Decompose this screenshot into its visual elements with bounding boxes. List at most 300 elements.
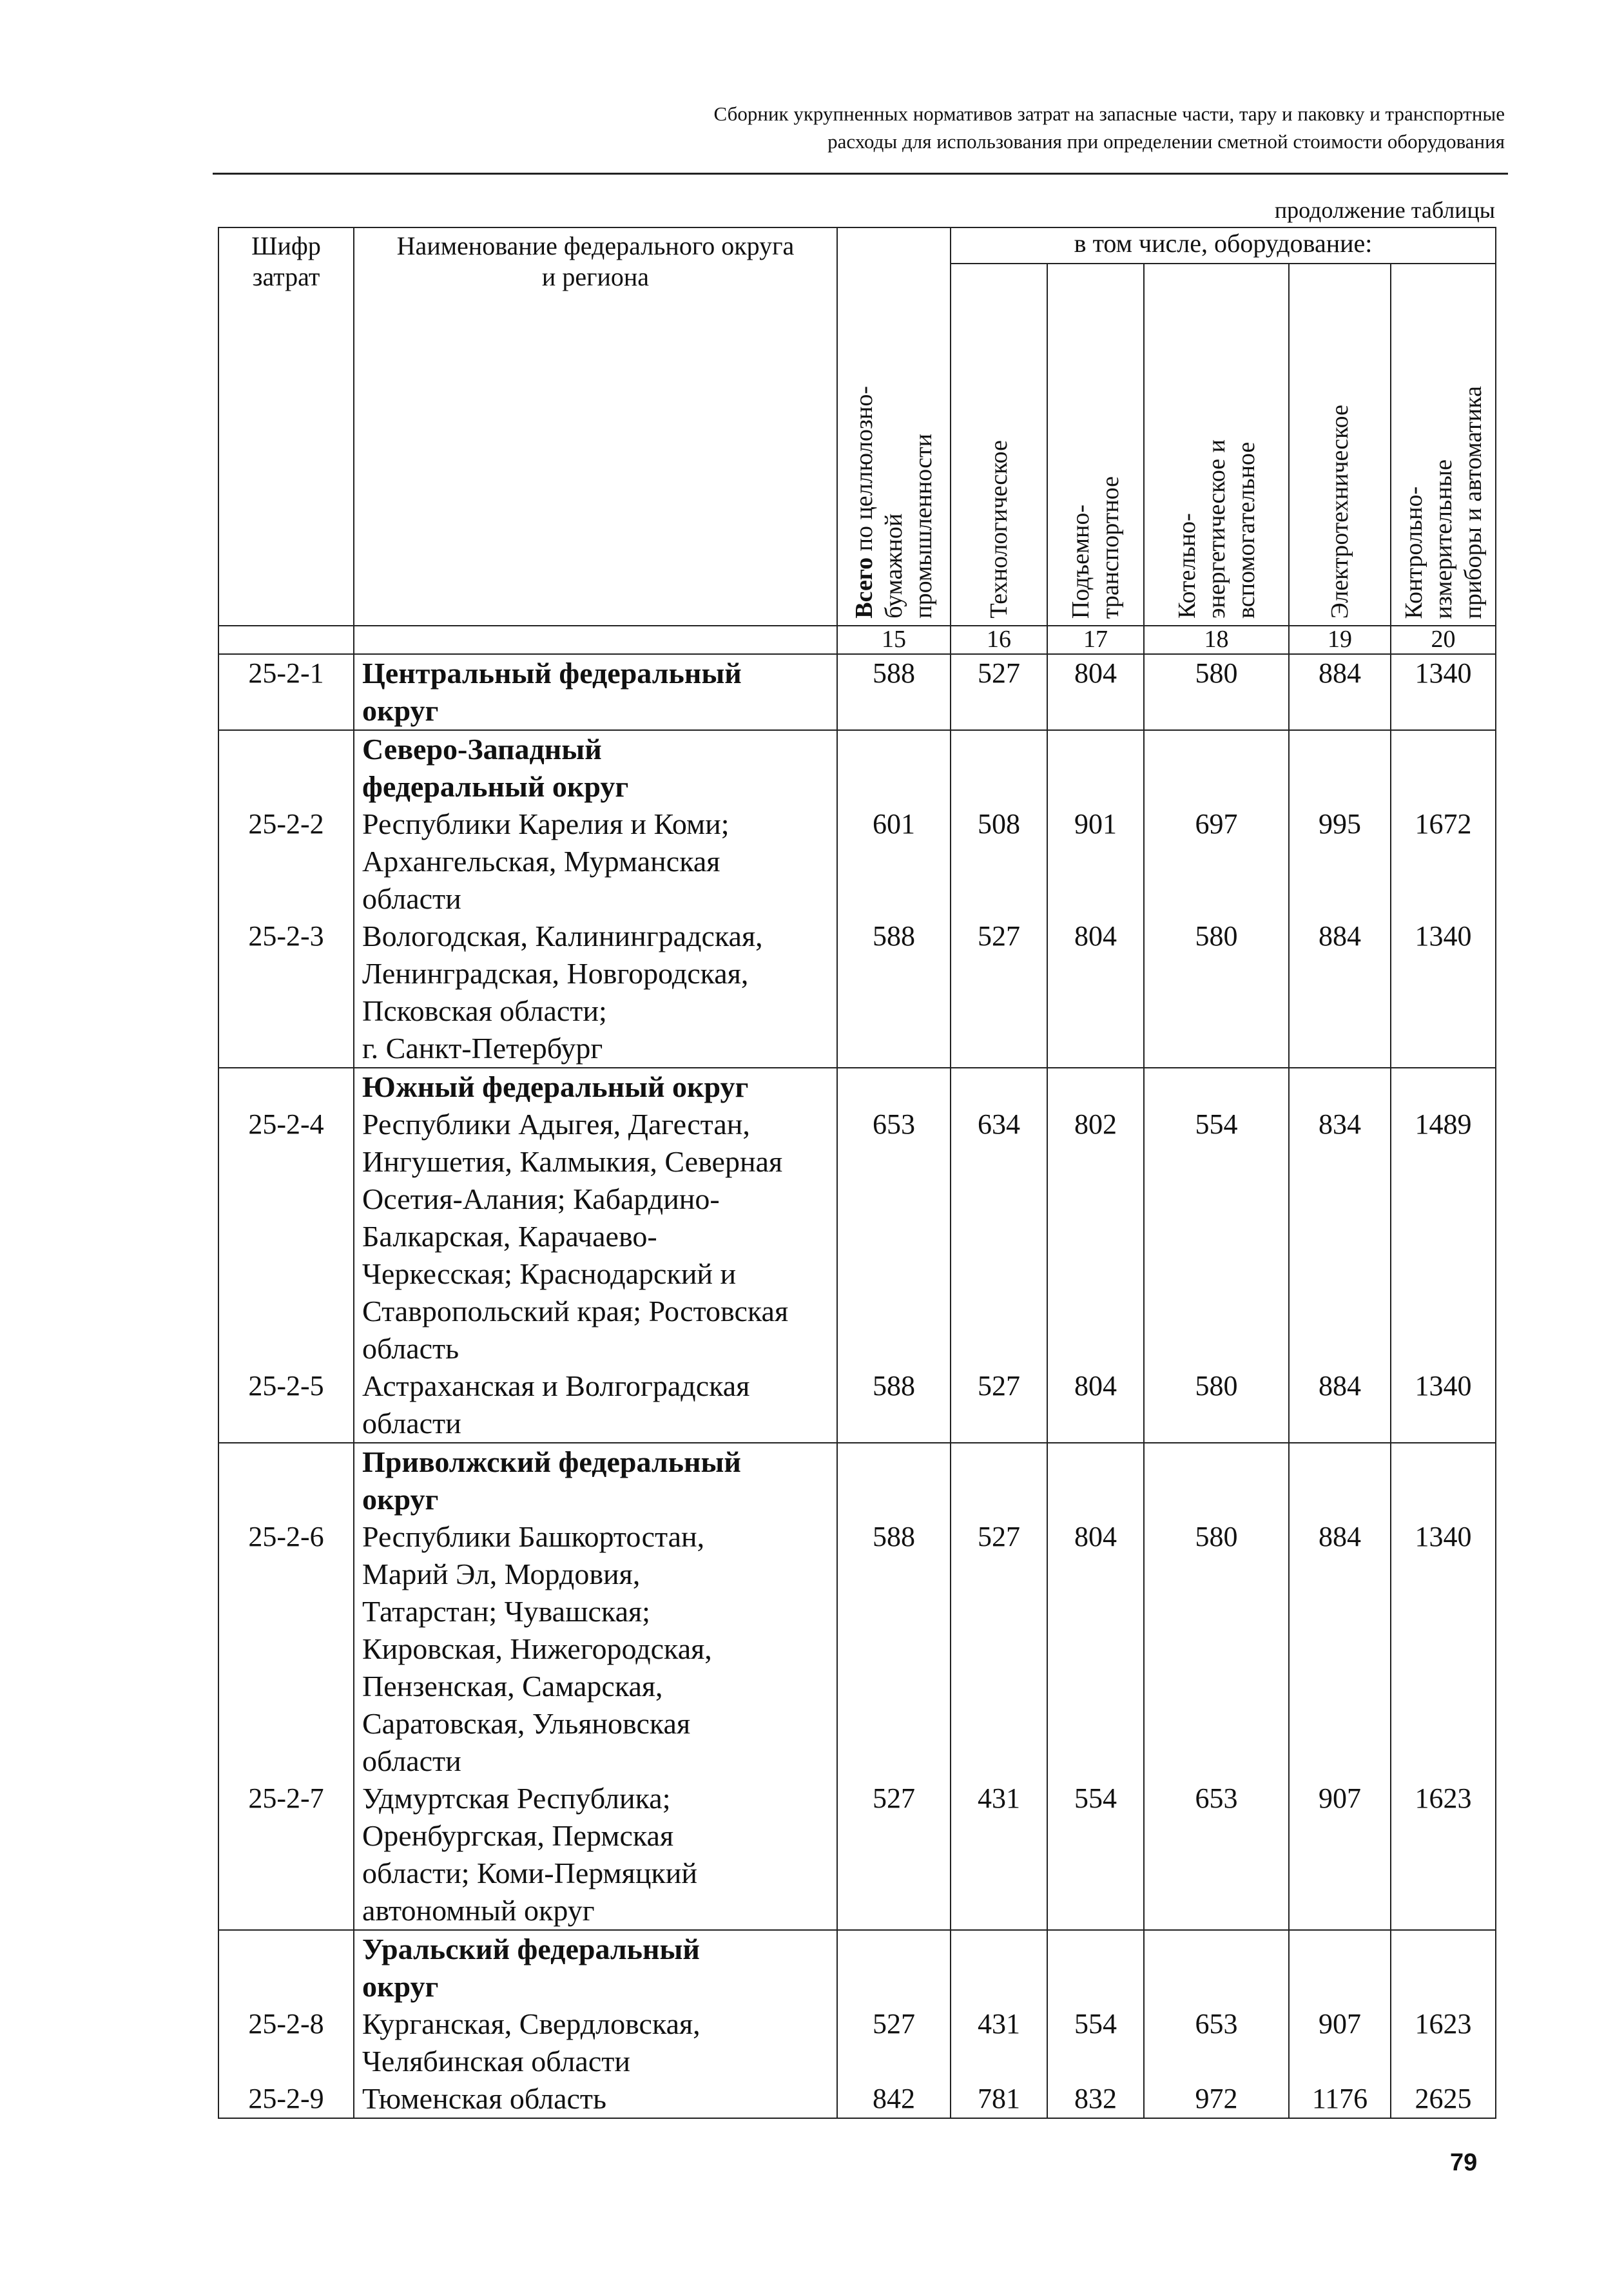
- spacer: [838, 1405, 950, 1442]
- spacer: [219, 1068, 353, 1106]
- spacer: [1391, 1892, 1495, 1929]
- spacer: [219, 1630, 353, 1668]
- region-name-line: Тюменская область: [362, 2082, 606, 2115]
- spacer: [838, 955, 950, 992]
- spacer: [1048, 1817, 1143, 1855]
- spacer: [838, 1630, 950, 1668]
- spacer: [1145, 1817, 1288, 1855]
- region-name-line: Ленинградская, Новгородская,: [362, 957, 749, 990]
- spacer: [1048, 1593, 1143, 1630]
- cost-value: 884: [1319, 1521, 1361, 1552]
- spacer: [838, 1968, 950, 2005]
- cost-value: 804: [1074, 1370, 1117, 1402]
- region-name-line: автономный округ: [362, 1894, 595, 1927]
- spacer: [1391, 1405, 1495, 1442]
- spacer: [1290, 1817, 1390, 1855]
- region-name-line: Осетия-Алания; Кабардино-: [362, 1182, 720, 1215]
- spacer: [1145, 1068, 1288, 1106]
- spacer: [951, 1481, 1047, 1518]
- value-cell: [1047, 1930, 1144, 2118]
- spacer: [1145, 2043, 1288, 2080]
- cost-value: 653: [1195, 1782, 1238, 1814]
- spacer: [951, 1817, 1047, 1855]
- region-name-line: Вологодская, Калининградская,: [362, 920, 763, 952]
- spacer: [219, 1968, 353, 2005]
- spacer: [1391, 1742, 1495, 1780]
- spacer: [838, 1443, 950, 1481]
- spacer: [1048, 1742, 1143, 1780]
- spacer: [1145, 1293, 1288, 1330]
- cost-value: 588: [873, 1521, 915, 1552]
- spacer: [1290, 1931, 1390, 1968]
- cost-value: 527: [978, 1370, 1020, 1402]
- cost-value: 580: [1195, 1370, 1238, 1402]
- spacer: [1048, 1030, 1143, 1067]
- region-name-line: области: [362, 1744, 461, 1777]
- spacer: [838, 768, 950, 806]
- cost-value: 907: [1319, 1782, 1361, 1814]
- spacer: [951, 1556, 1047, 1593]
- column-number: 18: [1144, 626, 1289, 654]
- spacer: [838, 880, 950, 918]
- spacer: [951, 1030, 1047, 1067]
- spacer: [1048, 880, 1143, 918]
- header-rule: [213, 173, 1508, 175]
- spacer: [1145, 1443, 1288, 1481]
- spacer: [1391, 1293, 1495, 1330]
- spacer: [951, 955, 1047, 992]
- cost-value: 2625: [1415, 2083, 1472, 2114]
- spacer: [1048, 1668, 1143, 1705]
- spacer: [951, 1855, 1047, 1892]
- spacer: [1290, 1181, 1390, 1218]
- spacer: [951, 2043, 1047, 2080]
- spacer: [219, 880, 353, 918]
- spacer: [1145, 880, 1288, 918]
- value-cell: [1391, 1930, 1496, 2118]
- spacer: [219, 731, 353, 768]
- spacer: [1290, 1293, 1390, 1330]
- spacer: [951, 1630, 1047, 1668]
- spacer: [1290, 1030, 1390, 1067]
- running-header-line-1: Сборник укрупненных нормативов затрат на запасные части, тару и паковку и транспортные: [713, 102, 1505, 125]
- code-cell: [218, 1068, 354, 1443]
- spacer: [1048, 1968, 1143, 2005]
- spacer: [951, 768, 1047, 806]
- spacer: [1391, 1330, 1495, 1367]
- spacer: [838, 1181, 950, 1218]
- column-number: 16: [951, 626, 1047, 654]
- spacer: [838, 2043, 950, 2080]
- spacer: [1048, 731, 1143, 768]
- spacer: [1145, 1330, 1288, 1367]
- district-name-line: округ: [362, 1483, 439, 1516]
- spacer: [951, 1443, 1047, 1481]
- boiler-header-line-2: энергетическое и: [1203, 439, 1230, 619]
- region-name-line: Ставропольский края; Ростовская: [362, 1295, 789, 1327]
- cost-value: 527: [978, 920, 1020, 952]
- value-cell: [1144, 1930, 1289, 2118]
- spacer: [1290, 1593, 1390, 1630]
- value-cell: [951, 730, 1047, 1068]
- column-number-blank: [354, 626, 837, 654]
- spacer: [1290, 1143, 1390, 1181]
- cost-code: 25-2-5: [248, 1370, 324, 1402]
- spacer: [1290, 1405, 1390, 1442]
- spacer: [1145, 1255, 1288, 1293]
- spacer: [838, 1481, 950, 1518]
- cost-value: 554: [1074, 2008, 1117, 2040]
- column-number-blank: [218, 626, 354, 654]
- cost-value: 588: [873, 657, 915, 689]
- code-column-header: Шифр затрат: [218, 227, 354, 626]
- spacer: [219, 1855, 353, 1892]
- value-cell: [1047, 1443, 1144, 1930]
- cost-value: 884: [1319, 657, 1361, 689]
- spacer: [1145, 731, 1288, 768]
- region-name-line: Архангельская, Мурманская: [362, 845, 720, 878]
- cost-value: 832: [1074, 2083, 1117, 2114]
- name-column-header: Наименование федерального округа и региона: [354, 227, 837, 626]
- table-row: [218, 730, 1496, 1068]
- spacer: [1145, 1218, 1288, 1255]
- running-header-line-2: расходы для использования при определении сметной стоимости оборудования: [827, 130, 1505, 153]
- spacer: [1048, 1892, 1143, 1929]
- column-number: 15: [837, 626, 951, 654]
- spacer: [1290, 731, 1390, 768]
- value-cell: [1391, 654, 1496, 730]
- spacer: [219, 843, 353, 880]
- spacer: [838, 731, 950, 768]
- spacer: [1048, 1855, 1143, 1892]
- spacer: [1145, 1705, 1288, 1742]
- value-cell: [1391, 730, 1496, 1068]
- code-cell: [218, 1930, 354, 2118]
- value-cell: [837, 730, 951, 1068]
- spacer: [838, 1218, 950, 1255]
- region-name-line: области: [362, 1407, 461, 1440]
- spacer: [1145, 992, 1288, 1030]
- spacer: [838, 1255, 950, 1293]
- district-name-line: федеральный округ: [362, 770, 629, 803]
- value-cell: [1289, 1930, 1391, 2118]
- spacer: [838, 1705, 950, 1742]
- lift-header-line-2: транспортное: [1097, 476, 1124, 619]
- value-cell: [1047, 1068, 1144, 1443]
- spacer: [1290, 1255, 1390, 1293]
- total-header-line-3: промышленности: [910, 434, 937, 619]
- spacer: [219, 955, 353, 992]
- spacer: [1145, 1143, 1288, 1181]
- spacer: [1145, 1481, 1288, 1518]
- district-name-line: Южный федеральный округ: [362, 1070, 749, 1103]
- cost-value: 588: [873, 920, 915, 952]
- spacer: [1391, 1255, 1495, 1293]
- spacer: [1290, 1855, 1390, 1892]
- spacer: [1145, 1968, 1288, 2005]
- spacer: [838, 1593, 950, 1630]
- spacer: [219, 1481, 353, 1518]
- cost-value: 804: [1074, 920, 1117, 952]
- spacer: [219, 1143, 353, 1181]
- spacer: [951, 1181, 1047, 1218]
- table-row: [218, 654, 1496, 730]
- spacer: [1391, 1218, 1495, 1255]
- spacer: [1145, 1742, 1288, 1780]
- cost-value: 653: [1195, 2008, 1238, 2040]
- spacer: [1145, 955, 1288, 992]
- spacer: [1048, 843, 1143, 880]
- region-name-line: Курганская, Свердловская,: [362, 2007, 701, 2040]
- table-row: [218, 1930, 1496, 2118]
- value-cell: [837, 654, 951, 730]
- spacer: [1048, 1481, 1143, 1518]
- spacer: [1290, 1892, 1390, 1929]
- table-body: [218, 654, 1496, 2118]
- spacer: [1048, 1218, 1143, 1255]
- value-cell: [951, 1930, 1047, 2118]
- spacer: [1290, 2043, 1390, 2080]
- spacer: [951, 992, 1047, 1030]
- spacer: [951, 880, 1047, 918]
- spacer: [951, 692, 1047, 729]
- spacer: [1048, 2043, 1143, 2080]
- region-name-line: Псковская области;: [362, 994, 607, 1027]
- spacer: [219, 1181, 353, 1218]
- value-cell: [1289, 1068, 1391, 1443]
- spacer: [1391, 1931, 1495, 1968]
- spacer: [1048, 1405, 1143, 1442]
- district-name-line: Уральский федеральный: [362, 1933, 700, 1965]
- cost-value: 1672: [1415, 808, 1472, 840]
- spacer: [1145, 1931, 1288, 1968]
- spacer: [1145, 768, 1288, 806]
- total-header-rest: по целлюлозно-: [851, 386, 878, 558]
- spacer: [1290, 1443, 1390, 1481]
- spacer: [1048, 1705, 1143, 1742]
- spacer: [219, 1668, 353, 1705]
- spacer: [1145, 1405, 1288, 1442]
- spacer: [219, 768, 353, 806]
- spacer: [838, 1556, 950, 1593]
- spacer: [1145, 1556, 1288, 1593]
- region-name-cell: [354, 1443, 837, 1930]
- code-cell: [218, 1443, 354, 1930]
- spacer: [951, 1293, 1047, 1330]
- spacer: [838, 1855, 950, 1892]
- cost-value: 580: [1195, 657, 1238, 689]
- cost-value: 554: [1195, 1108, 1238, 1140]
- spacer: [1048, 1143, 1143, 1181]
- region-name-line: Оренбургская, Пермская: [362, 1819, 674, 1852]
- spacer: [951, 1330, 1047, 1367]
- region-name-line: Марий Эл, Мордовия,: [362, 1558, 641, 1590]
- spacer: [951, 1931, 1047, 1968]
- value-cell: [837, 1443, 951, 1930]
- spacer: [951, 1143, 1047, 1181]
- cost-value: 907: [1319, 2008, 1361, 2040]
- spacer: [838, 1030, 950, 1067]
- region-name-line: Ингушетия, Калмыкия, Северная: [362, 1145, 783, 1178]
- cost-value: 804: [1074, 1521, 1117, 1552]
- cost-value: 527: [873, 2008, 915, 2040]
- cost-value: 802: [1074, 1108, 1117, 1140]
- spacer: [1048, 1556, 1143, 1593]
- spacer: [951, 731, 1047, 768]
- cost-value: 804: [1074, 657, 1117, 689]
- column-number: 19: [1289, 626, 1391, 654]
- spacer: [951, 1705, 1047, 1742]
- spacer: [1145, 692, 1288, 729]
- table-row: [218, 1443, 1496, 1930]
- spacer: [1048, 992, 1143, 1030]
- code-cell: [218, 730, 354, 1068]
- value-cell: [951, 654, 1047, 730]
- region-name-line: Кировская, Нижегородская,: [362, 1632, 712, 1665]
- spacer: [1145, 1593, 1288, 1630]
- value-cell: [1144, 1443, 1289, 1930]
- spacer: [838, 1817, 950, 1855]
- spacer: [838, 1293, 950, 1330]
- spacer: [1391, 1181, 1495, 1218]
- cost-value: 1340: [1415, 1521, 1472, 1552]
- spacer: [1391, 692, 1495, 729]
- district-name-line: округ: [362, 1970, 439, 2003]
- spacer: [1048, 1931, 1143, 1968]
- district-name-line: Приволжский федеральный: [362, 1445, 741, 1478]
- spacer: [219, 1030, 353, 1067]
- spacer: [1290, 1742, 1390, 1780]
- cost-value: 527: [873, 1782, 915, 1814]
- column-number: 20: [1391, 626, 1496, 654]
- value-cell: [1047, 730, 1144, 1068]
- spacer: [838, 1742, 950, 1780]
- spacer: [219, 1892, 353, 1929]
- boiler-column-header: [1144, 264, 1289, 626]
- spacer: [1391, 1668, 1495, 1705]
- cost-value: 431: [978, 1782, 1020, 1814]
- spacer: [1048, 1181, 1143, 1218]
- spacer: [219, 1443, 353, 1481]
- region-name-line: Татарстан; Чувашская;: [362, 1595, 650, 1628]
- spacer: [219, 2043, 353, 2080]
- spacer: [1290, 955, 1390, 992]
- spacer: [219, 1330, 353, 1367]
- cost-value: 697: [1195, 808, 1238, 840]
- region-name-line: Челябинская области: [362, 2045, 630, 2078]
- spacer: [1391, 2043, 1495, 2080]
- spacer: [1391, 880, 1495, 918]
- spacer: [1145, 843, 1288, 880]
- region-name-line: Черкесская; Краснодарский и: [362, 1257, 737, 1290]
- table-row: [218, 1068, 1496, 1443]
- spacer: [951, 1892, 1047, 1929]
- cost-value: 527: [978, 1521, 1020, 1552]
- cost-value: 634: [978, 1108, 1020, 1140]
- value-cell: [1391, 1443, 1496, 1930]
- spacer: [1145, 1892, 1288, 1929]
- spacer: [1145, 1181, 1288, 1218]
- region-name-cell: [354, 654, 837, 730]
- spacer: [219, 1218, 353, 1255]
- tech-header-line: Технологическое: [985, 440, 1012, 619]
- value-cell: [1289, 1443, 1391, 1930]
- spacer: [1290, 692, 1390, 729]
- spacer: [1290, 1481, 1390, 1518]
- spacer: [1290, 1668, 1390, 1705]
- spacer: [1145, 1030, 1288, 1067]
- cost-value: 508: [978, 808, 1020, 840]
- spacer: [219, 1405, 353, 1442]
- cost-value: 884: [1319, 1370, 1361, 1402]
- value-cell: [837, 1068, 951, 1443]
- spacer: [838, 843, 950, 880]
- cost-value: 972: [1195, 2083, 1238, 2114]
- spacer: [1048, 1068, 1143, 1106]
- spacer: [1048, 692, 1143, 729]
- column-number: 17: [1047, 626, 1144, 654]
- spacer: [1145, 1630, 1288, 1668]
- spacer: [951, 1218, 1047, 1255]
- spacer: [1391, 992, 1495, 1030]
- spacer: [1391, 1855, 1495, 1892]
- spacer: [951, 1593, 1047, 1630]
- control-header-line-1: Контрольно-: [1400, 486, 1427, 619]
- value-cell: [1289, 730, 1391, 1068]
- spacer: [838, 992, 950, 1030]
- cost-value: 554: [1074, 1782, 1117, 1814]
- cost-value: 901: [1074, 808, 1117, 840]
- spacer: [838, 1668, 950, 1705]
- cost-value: 781: [978, 2083, 1020, 2114]
- spacer: [1391, 1705, 1495, 1742]
- spacer: [1290, 1218, 1390, 1255]
- spacer: [1048, 955, 1143, 992]
- value-cell: [1144, 730, 1289, 1068]
- spacer: [219, 1556, 353, 1593]
- electro-column-header: [1289, 264, 1391, 626]
- spacer: [219, 1593, 353, 1630]
- cost-value: 1489: [1415, 1108, 1472, 1140]
- spacer: [1391, 955, 1495, 992]
- cost-code: 25-2-6: [248, 1521, 324, 1552]
- spacer: [1290, 992, 1390, 1030]
- spacer: [1145, 1855, 1288, 1892]
- cost-code: 25-2-1: [248, 657, 324, 689]
- spacer: [838, 1143, 950, 1181]
- tech-column-header: [951, 264, 1047, 626]
- cost-value: 1176: [1311, 2083, 1368, 2114]
- region-name-line: области; Коми-Пермяцкий: [362, 1857, 698, 1889]
- spacer: [219, 1705, 353, 1742]
- spacer: [838, 1068, 950, 1106]
- cost-code: 25-2-2: [248, 808, 324, 840]
- total-header-line-2: бумажной: [880, 514, 907, 619]
- value-cell: [1047, 654, 1144, 730]
- cost-value: 1340: [1415, 920, 1472, 952]
- spacer: [219, 1293, 353, 1330]
- spacer: [951, 1668, 1047, 1705]
- spacer: [1391, 1817, 1495, 1855]
- cost-value: 1623: [1415, 1782, 1472, 1814]
- spacer: [1391, 1443, 1495, 1481]
- cost-value: 995: [1319, 808, 1361, 840]
- spacer: [1048, 1443, 1143, 1481]
- cost-code: 25-2-9: [248, 2083, 324, 2114]
- region-name-line: области: [362, 882, 461, 915]
- spacer: [951, 1255, 1047, 1293]
- total-header-bold: Всего: [851, 557, 878, 619]
